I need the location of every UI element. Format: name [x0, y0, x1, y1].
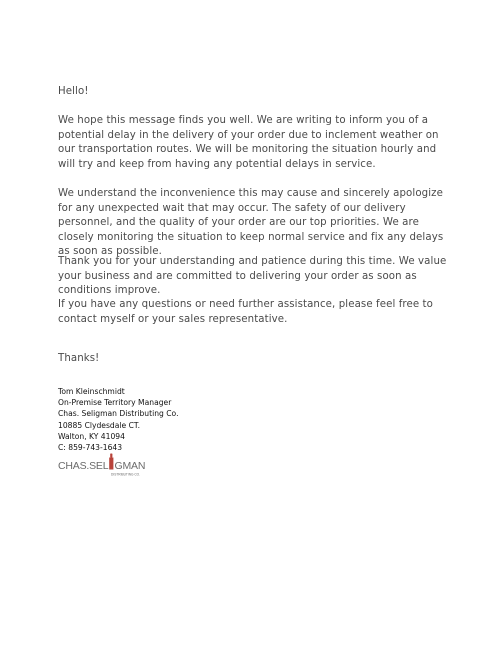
logo-wordmark-left: CHAS.SEL: [58, 460, 109, 472]
logo-wordmark-right: GMAN: [114, 460, 146, 472]
signature-company: Chas. Seligman Distributing Co.: [58, 409, 179, 419]
letter-paragraph-2: We understand the inconvenience this may cause and sincerely apologize for any unexpected wait that may occur. The safety of our delivery personnel, and the quality of your order are our top priorities. We are closely monitoring the situation to keep normal service and fix any delays as soon as possible.: [58, 188, 444, 258]
letter-greeting: Hello!: [58, 86, 89, 97]
signature-phone: C: 859-743-1643: [58, 443, 123, 453]
letter-closing: Thanks!: [58, 353, 100, 364]
logo-bottle-icon: [109, 454, 113, 470]
letter-paragraph-4: If you have any questions or need further assistance, please feel free to contact myself or your sales representative.: [58, 299, 433, 325]
signature-name: Tom Kleinschmidt: [58, 387, 125, 396]
signature-title: On-Premise Territory Manager: [58, 398, 172, 408]
company-logo: [57, 452, 146, 478]
signature-street: 10885 Clydesdale CT.: [58, 420, 141, 430]
letter-paragraph-1: We hope this message finds you well. We are writing to inform you of a potential delay in the delivery of your order due to inclement weather on our transportation routes. We will be monitoring the situation hourly and will try and keep from having any potential delays in service.: [58, 115, 439, 170]
signature-block: [58, 386, 258, 453]
logo-tagline: DISTRIBUTING CO.: [111, 472, 141, 477]
letter-paragraph-3: Thank you for your understanding and patience during this time. We value your business and are committed to delivering your order as soon as conditions improve.: [58, 256, 447, 297]
signature-city: Walton, KY 41094: [58, 431, 125, 441]
